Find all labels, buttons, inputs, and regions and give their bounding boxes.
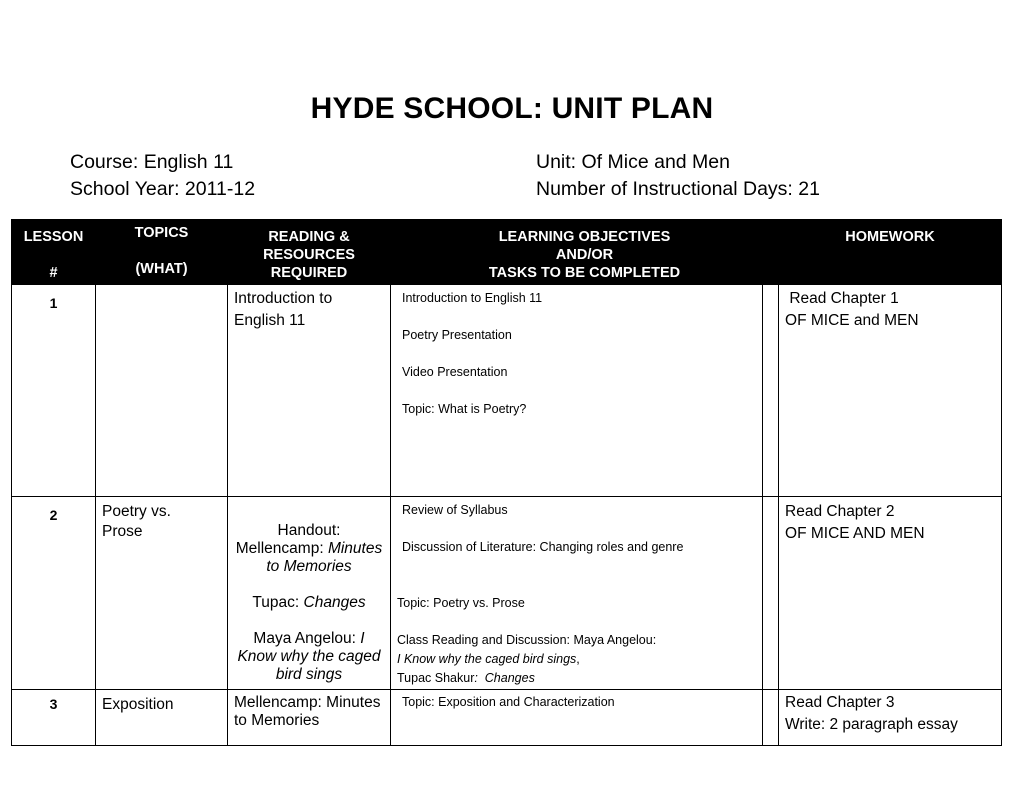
reading-cell: Handout: Mellencamp: Minutes to Memories Tupac: Changes Maya Angelou: I Know why the caged bird sings (228, 497, 391, 690)
homework-cell: Read Chapter 2 OF MICE AND MEN (779, 497, 1002, 690)
spacer-cell (763, 497, 779, 690)
objective-item: Video Presentation (402, 365, 508, 379)
course-label: Course: English 11 (70, 151, 234, 173)
topic-cell: Exposition (96, 690, 228, 746)
objective-item: I Know why the caged bird sings, (397, 652, 580, 666)
school-year-label: School Year: 2011-12 (70, 178, 256, 200)
objectives-cell (391, 285, 763, 497)
header-lesson: LESSON # (12, 220, 96, 285)
objectives-cell (391, 497, 763, 690)
course-info (70, 149, 255, 203)
spacer-cell (763, 285, 779, 497)
topic-cell (96, 285, 228, 497)
lesson-number: 3 (12, 690, 96, 746)
lesson-number: 1 (12, 285, 96, 497)
page-title: HYDE SCHOOL: UNIT PLAN (310, 92, 714, 125)
objective-item: Topic: What is Poetry? (402, 402, 527, 416)
unit-info (536, 149, 820, 203)
header-reading: READING & RESOURCES REQUIRED (228, 220, 391, 285)
reading-cell: Introduction to English 11 (228, 285, 391, 497)
objectives-cell: Topic: Exposition and Characterization (391, 690, 763, 746)
lesson-number: 2 (12, 497, 96, 690)
spacer-cell (763, 690, 779, 746)
unit-label: Unit: Of Mice and Men (536, 151, 730, 173)
homework-cell: Read Chapter 1 OF MICE and MEN (779, 285, 1002, 497)
objective-item: Discussion of Literature: Changing roles and genre (402, 540, 684, 554)
table-row (12, 690, 1002, 746)
objective-item: Class Reading and Discussion: Maya Angelou: (397, 633, 657, 647)
table-header-row (12, 220, 1002, 285)
objective-item: Introduction to English 11 (402, 291, 543, 305)
objective-item: Topic: Poetry vs. Prose (397, 596, 525, 610)
objective-item: Tupac Shakur: Changes (397, 671, 535, 685)
table-row (12, 497, 1002, 690)
reading-cell: Mellencamp: Minutes to Memories (228, 690, 391, 746)
objective-item: Review of Syllabus (402, 503, 508, 517)
header-objectives: LEARNING OBJECTIVES AND/OR TASKS TO BE COMPLETED (391, 220, 779, 285)
homework-cell: Read Chapter 3 Write: 2 paragraph essay (779, 690, 1002, 746)
header-homework: HOMEWORK (779, 220, 1002, 285)
table-row (12, 285, 1002, 497)
topic-cell: Poetry vs. Prose (96, 497, 228, 690)
instructional-days-label: Number of Instructional Days: 21 (536, 178, 820, 200)
objective-item: Poetry Presentation (402, 328, 512, 342)
unit-plan-table (11, 219, 1002, 746)
header-topics: TOPICS (WHAT) (96, 220, 228, 285)
